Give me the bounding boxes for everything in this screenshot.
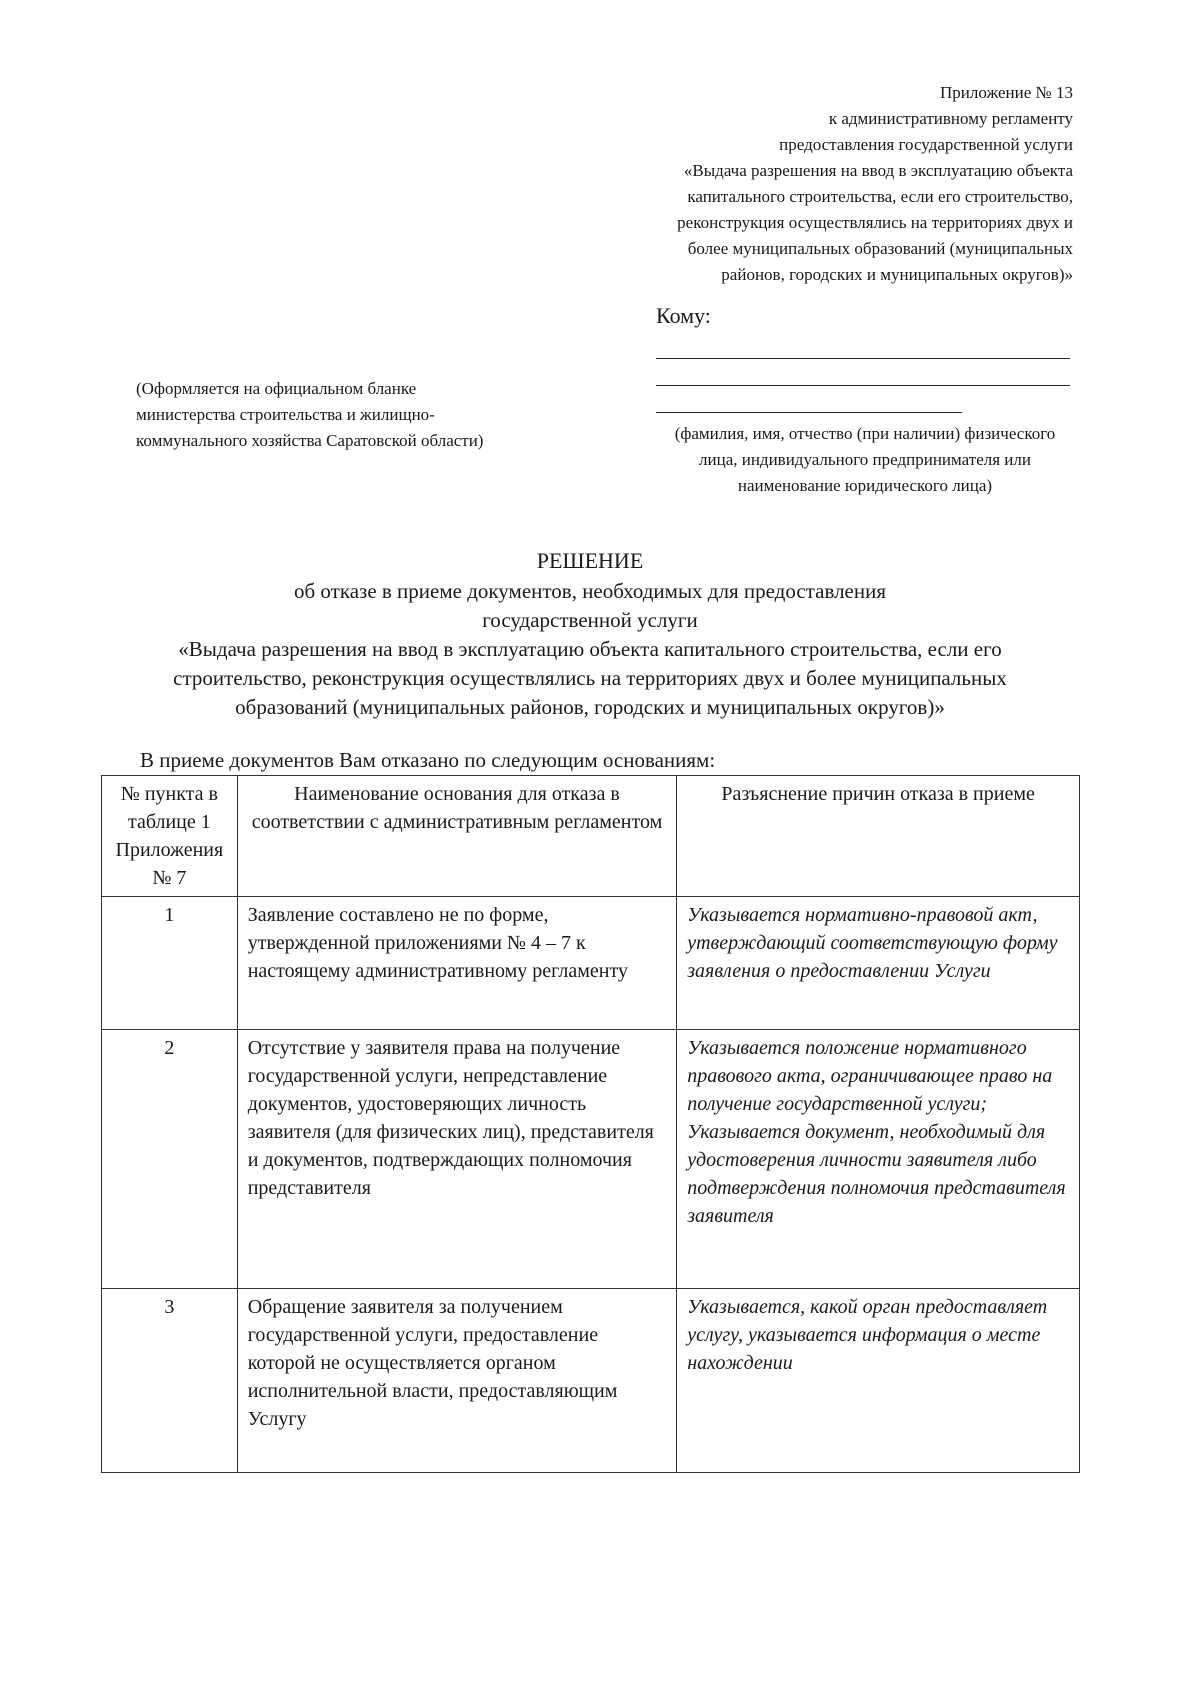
row-reason: Отсутствие у заявителя права на получение государственной услуги, непредставление документов, удостоверяющих личность заявителя (для физических лиц), представителя и документов, подтверждающих полномочия представителя <box>237 1030 677 1289</box>
decision-subtitle-line: «Выдача разрешения на ввод в эксплуатацию объекта капитального строительства, если его <box>178 637 1002 661</box>
decision-heading: РЕШЕНИЕ <box>536 548 644 573</box>
refusal-reasons-table <box>101 775 1080 1473</box>
appendix-header <box>553 80 1073 288</box>
decision-subtitle-line: государственной услуги <box>482 608 698 632</box>
table-row <box>102 897 1080 1030</box>
appendix-line: Приложение № 13 <box>940 83 1073 102</box>
appendix-line: к административному регламенту <box>828 109 1073 128</box>
addressee-fill-line[interactable] <box>656 385 1070 386</box>
row-explanation: Указывается положение нормативного правового акта, ограничивающее право на получение государственной услуги; Указывается документ, необходимый для удостоверения личности заявителя либо подтверждения полномочия представителя заявителя <box>677 1030 1080 1289</box>
row-reason: Обращение заявителя за получением государственной услуги, предоставление которой не осуществляется органом исполнительной власти, предоставляющим Услугу <box>237 1289 677 1473</box>
refusal-intro: В приеме документов Вам отказано по следующим основаниям: <box>140 748 716 772</box>
row-number: 3 <box>102 1289 238 1473</box>
addressee-note: (фамилия, имя, отчество (при наличии) физического лица, индивидуального предпринимателя или наименование юридического лица) <box>674 424 1056 495</box>
letterhead-note: (Оформляется на официальном бланке министерства строительства и жилищно-коммунального хозяйства Саратовской области) <box>136 379 484 450</box>
addressee-label: Кому: <box>656 303 711 328</box>
decision-subtitle-line: строительство, реконструкция осуществлялись на территориях двух и более муниципальных <box>173 666 1007 690</box>
table-row <box>102 1030 1080 1289</box>
row-explanation: Указывается нормативно-правовой акт, утверждающий соответствующую форму заявления о предоставлении Услуги <box>677 897 1080 1030</box>
row-number: 2 <box>102 1030 238 1289</box>
addressee-block <box>656 302 1076 499</box>
appendix-line: капитального строительства, если его строительство, <box>687 187 1073 206</box>
addressee-fill-line[interactable] <box>656 358 1070 359</box>
appendix-line: более муниципальных образований (муниципальных <box>687 239 1073 258</box>
row-explanation: Указывается, какой орган предоставляет услугу, указывается информация о месте нахождении <box>677 1289 1080 1473</box>
appendix-line: предоставления государственной услуги <box>779 135 1073 154</box>
table-row <box>102 1289 1080 1473</box>
header-reason: Наименование основания для отказа в соответствии с административным регламентом <box>237 776 677 897</box>
row-reason: Заявление составлено не по форме, утвержденной приложениями № 4 – 7 к настоящему административному регламенту <box>237 897 677 1030</box>
appendix-line: районов, городских и муниципальных округов)» <box>721 265 1073 284</box>
header-explanation: Разъяснение причин отказа в приеме <box>677 776 1080 897</box>
row-number: 1 <box>102 897 238 1030</box>
table-header-row <box>102 776 1080 897</box>
decision-subtitle-line: образований (муниципальных районов, городских и муниципальных округов)» <box>235 695 945 719</box>
addressee-fill-line[interactable] <box>656 412 962 413</box>
decision-subtitle-line: об отказе в приеме документов, необходимых для предоставления <box>293 579 887 603</box>
appendix-line: реконструкция осуществлялись на территориях двух и <box>677 213 1073 232</box>
decision-title <box>90 546 1090 722</box>
appendix-line: «Выдача разрешения на ввод в эксплуатацию объекта <box>683 161 1073 180</box>
header-item-number: № пункта в таблице 1 Приложения № 7 <box>102 776 238 897</box>
